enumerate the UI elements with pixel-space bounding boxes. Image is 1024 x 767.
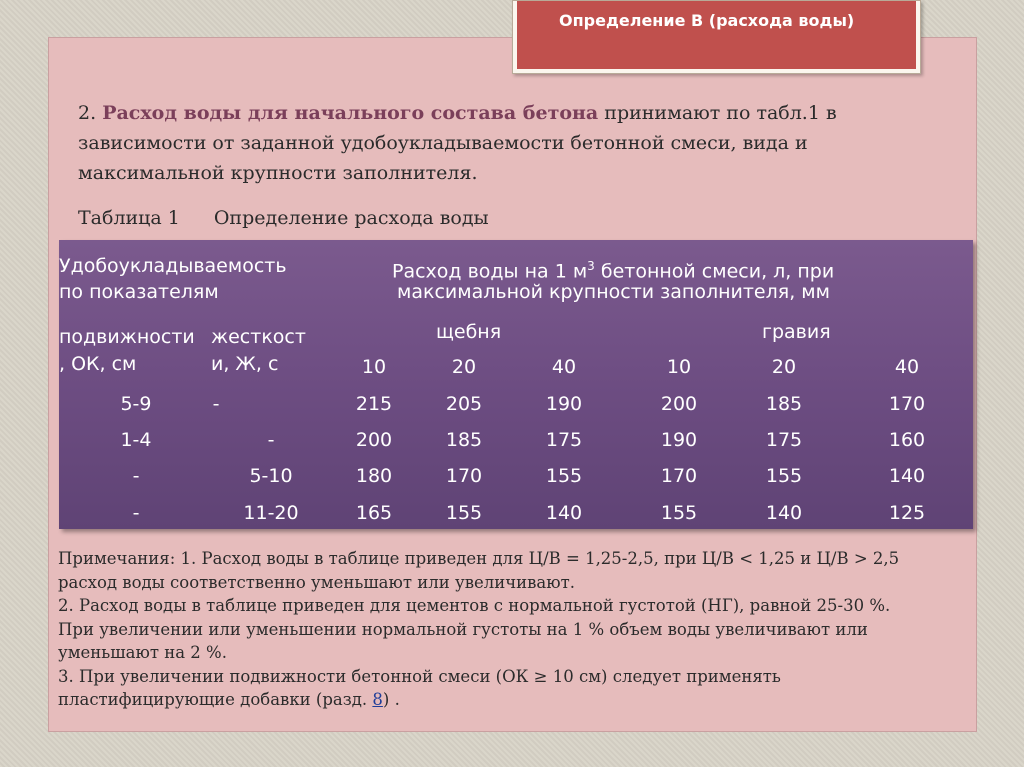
title-frame (512, 0, 921, 74)
size-header-2: 40 (551, 356, 577, 378)
row-3-value-0: 165 (355, 502, 393, 524)
header-workability-2: по показателям (59, 281, 219, 303)
row-3-zh: 11-20 (243, 502, 299, 524)
row-3-value-3: 155 (660, 502, 698, 524)
size-header-5: 40 (894, 356, 920, 378)
note-3b: пластифицирующие добавки (разд. 8) . (58, 690, 400, 709)
row-0-value-3: 200 (660, 393, 698, 415)
row-2-value-0: 180 (355, 465, 393, 487)
row-1-ok: 1-4 (120, 429, 152, 451)
row-1-value-3: 190 (660, 429, 698, 451)
row-2-ok: - (132, 465, 140, 487)
header-crushed-stone: щебня (436, 321, 502, 343)
note-2c: уменьшают на 2 %. (58, 643, 227, 662)
header-gravel: гравия (762, 321, 831, 343)
header-flow-2: максимальной крупности заполнителя, мм (397, 281, 830, 303)
intro-paragraph (78, 98, 918, 188)
row-2-value-1: 170 (445, 465, 483, 487)
row-3-value-4: 140 (765, 502, 803, 524)
row-0-value-0: 215 (355, 393, 393, 415)
row-1-value-4: 175 (765, 429, 803, 451)
note-2b: При увеличении или уменьшении нормальной густоты на 1 % объем воды увеличивают или (58, 619, 868, 639)
row-1-value-5: 160 (888, 429, 926, 451)
row-1-value-2: 175 (545, 429, 583, 451)
header-flow-1: Расход воды на 1 $м^3$ бетонной смеси, л, при (392, 259, 835, 283)
header-workability-1: Удобоукладываемость (59, 255, 287, 277)
row-3-value-1: 155 (445, 502, 483, 524)
row-1-value-0: 200 (355, 429, 393, 451)
intro-number: 2. (78, 102, 97, 124)
row-0-value-5: 170 (888, 393, 926, 415)
slide-title: Определение В (расхода воды) (517, 1, 916, 69)
row-2-value-3: 170 (660, 465, 698, 487)
row-2-value-4: 155 (765, 465, 803, 487)
caption-text: Определение расхода воды (213, 207, 489, 229)
notes (58, 547, 958, 712)
caption-label: Таблица 1 (78, 207, 180, 229)
row-0-value-2: 190 (545, 393, 583, 415)
header-stiffness-2: и, Ж, с (211, 353, 279, 375)
row-3-value-5: 125 (888, 502, 926, 524)
note-3a: 3. При увеличении подвижности бетонной смеси (ОК ≥ 10 см) следует применять (58, 666, 781, 686)
water-table (59, 240, 973, 529)
row-2-value-2: 155 (545, 465, 583, 487)
note-1a: Примечания: 1. Расход воды в таблице приведен для Ц/В = 1,25-2,5, при Ц/В < 1,25 и Ц/В > 2,5 (58, 549, 900, 568)
note-1b: расход воды соответственно уменьшают или увеличивают. (58, 572, 575, 592)
row-0-value-1: 205 (445, 393, 483, 415)
row-0-zh: - (212, 393, 220, 415)
size-header-4: 20 (771, 356, 797, 378)
row-3-ok: - (132, 502, 140, 524)
row-0-ok: 5-9 (120, 393, 152, 415)
row-1-value-1: 185 (445, 429, 483, 451)
header-mobility-2: , ОК, см (59, 353, 137, 375)
header-stiffness-1: жесткост (211, 326, 306, 348)
section-link[interactable]: 8 (372, 690, 383, 709)
size-header-0: 10 (361, 356, 387, 378)
note-2a: 2. Расход воды в таблице приведен для цементов с нормальной густотой (НГ), равной 25-30 %. (58, 596, 891, 615)
header-mobility-1: подвижности (59, 326, 195, 348)
row-3-value-2: 140 (545, 502, 583, 524)
row-2-zh: 5-10 (249, 465, 293, 487)
intro-bold: Расход воды для начального состава бетона (102, 102, 599, 124)
size-header-3: 10 (666, 356, 692, 378)
table-caption (78, 207, 489, 229)
row-1-zh: - (267, 429, 275, 451)
row-2-value-5: 140 (888, 465, 926, 487)
size-header-1: 20 (451, 356, 477, 378)
row-0-value-4: 185 (765, 393, 803, 415)
intro-rest: принимают по табл.1 в зависимости от заданной удобоукладываемости бетонной смеси, вида и максимальной крупности заполнителя. (78, 102, 837, 184)
